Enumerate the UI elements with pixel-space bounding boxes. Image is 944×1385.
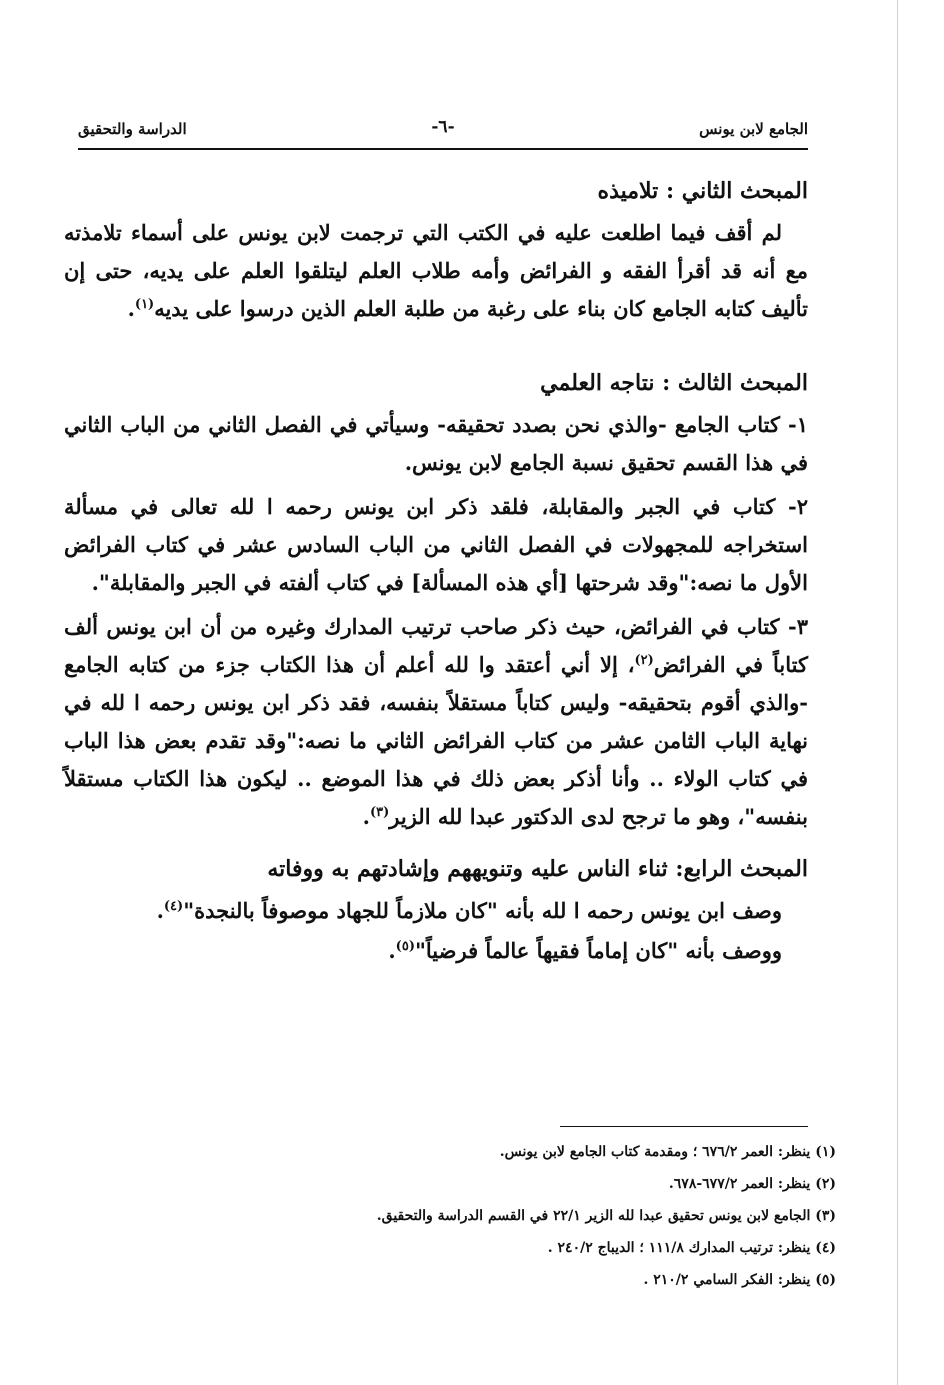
list-item-faraid: ٣- كتاب في الفرائض، حيث ذكر صاحب ترتيب المدارك وغيره من أن ابن يونس ألف كتاباً في الفرائض$^{(٢)}$، إلا أني أعتقد وا لله أعلم أن هذا الكتاب جزء من كتابه الجامع -والذي أقوم بتحقيقه- وليس كتاباً مستقلاً بنفسه، فقد ذكر ابن يونس رحمه ا لله في نهاية الباب الثامن عشر من كتاب الفرائض الثاني ما نصه:"وقد تقدم بعض هذا الباب في كتاب الولاء .. وأنا أذكر بعض ذلك في هذا الموضع .. ليكون هذا الكتاب مستقلاً بنفسه"، وهو ما ترجح لدى الدكتور عبدا لله الزير$^{(٣)}$. (64, 614, 808, 829)
footnote-rule (560, 1126, 808, 1127)
list-item-algebra: ٢- كتاب في الجبر والمقابلة، فلقد ذكر ابن يونس رحمه ا لله تعالى في مسألة استخراجه للمجهولات في الفصل الثاني من الباب السادس عشر في كتاب الفرائض الأول ما نصه:"وقد شرحتها [أي هذه المسألة] في كتاب ألفته في الجبر والمقابلة". (64, 494, 808, 595)
list-item-jami: ١- كتاب الجامع -والذي نحن بصدد تحقيقه- وسيأتي في الفصل الثاني من الباب الثاني في هذا القسم تحقيق نسبة الجامع لابن يونس. (64, 412, 808, 475)
section-title-students: المبحث الثاني : تلاميذه (597, 178, 808, 204)
footnote-ref-3[interactable]: (٣) (369, 805, 390, 820)
footnote-ref-5[interactable]: (٥) (395, 939, 415, 954)
footnote-5: (٥) ينظر: الفكر السامي ٢١٠/٢ . (643, 1272, 836, 1288)
paragraph-praise-1: وصف ابن يونس رحمه ا لله بأنه "كان ملازماً للجهاد موصوفاً بالنجدة"$^{(٤)}$. (156, 898, 782, 923)
footnotes (64, 1136, 836, 1296)
footnote-ref-4[interactable]: (٤) (163, 899, 184, 914)
main-text (64, 168, 808, 972)
running-header (78, 116, 808, 146)
header-section-title: الدراسة والتحقيق (78, 120, 187, 138)
header-rule (78, 148, 808, 150)
paragraph-praise-2: ووصف بأنه "كان إماماً فقيهاً عالماً فرضياً"$^{(٥)}$. (388, 938, 782, 963)
section-title-praise: المبحث الرابع: ثناء الناس عليه وتنويههم وإشادتهم به ووفاته (267, 856, 808, 882)
scan-edge-line (897, 0, 898, 1385)
header-book-title: الجامع لابن يونس (699, 120, 808, 138)
footnote-3: (٣) الجامع لابن يونس تحقيق عبدا لله الزير ٢٢/١ في القسم الدراسة والتحقيق. (376, 1208, 836, 1224)
footnote-ref-1[interactable]: (١) (134, 297, 155, 312)
footnote-2: (٢) ينظر: العمر ٦٧٧/٢-٦٧٨. (668, 1176, 836, 1192)
page-number: -٦- (431, 117, 455, 137)
footnote-4: (٤) ينظر: ترتيب المدارك ١١١/٨ ؛ الديباج ٢٤٠/٢ . (547, 1240, 836, 1256)
section-title-works: المبحث الثالث : نتاجه العلمي (540, 370, 808, 396)
footnote-ref-2[interactable]: (٢) (634, 653, 654, 668)
paragraph-students: لم أقف فيما اطلعت عليه في الكتب التي ترجمت لابن يونس على أسماء تلامذته مع أنه قد أقرأ الفقه و الفرائض وأمه طلاب العلم ليتلقوا العلم على يديه، حتى إن تأليف كتابه الجامع كان بناء على رغبة من طلبة العلم الذين درسوا على يديه$^{(١)}$. (64, 220, 808, 321)
footnote-1: (١) ينظر: العمر ٦٧٦/٢ ؛ ومقدمة كتاب الجامع لابن يونس. (499, 1144, 836, 1160)
